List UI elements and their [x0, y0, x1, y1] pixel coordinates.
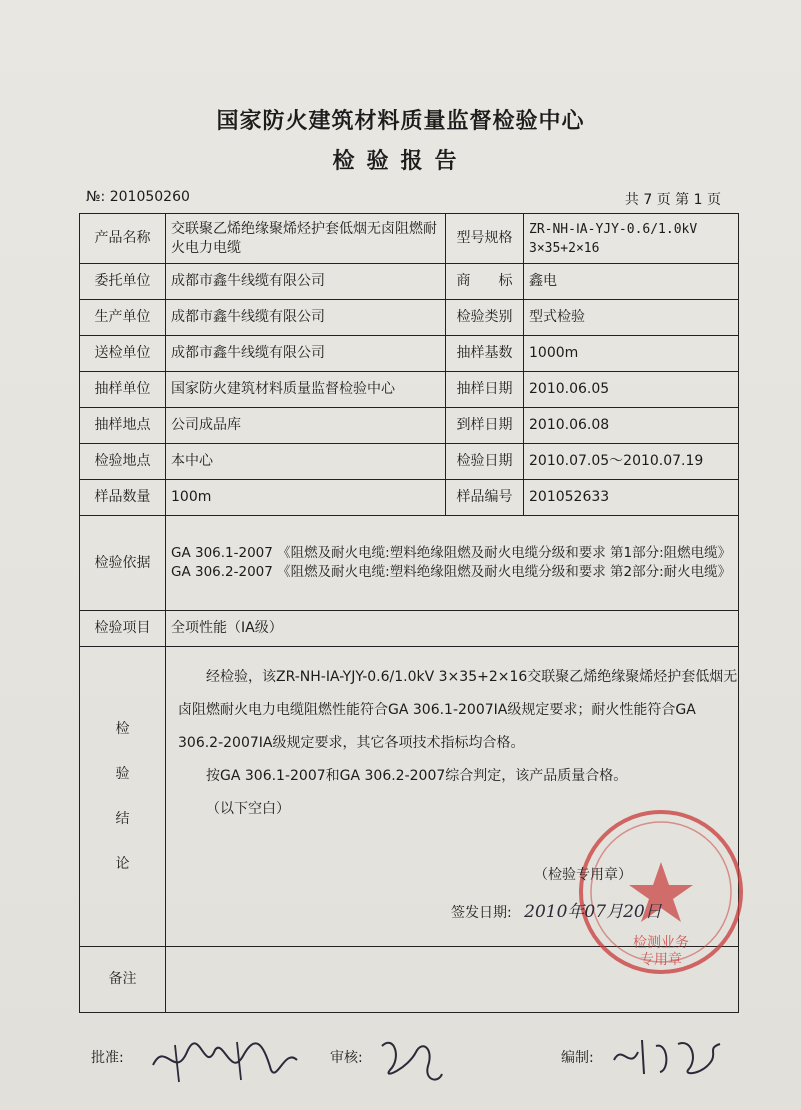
label-basis: 检验依据	[80, 516, 166, 611]
label-model: 型号规格	[446, 214, 524, 264]
compiler-signature-icon	[608, 1030, 728, 1085]
value-test-type: 型式检验	[524, 300, 739, 336]
value-product-name: 交联聚乙烯绝缘聚烯烃护套低烟无卤阻燃耐火电力电缆	[166, 214, 446, 264]
reviewer-signature-icon	[372, 1028, 447, 1090]
label-sampling-date: 抽样日期	[446, 372, 524, 408]
label-remarks: 备注	[80, 947, 166, 1013]
value-client: 成都市鑫牛线缆有限公司	[166, 264, 446, 300]
value-submitter: 成都市鑫牛线缆有限公司	[166, 336, 446, 372]
report-number: №: 201050260	[86, 189, 190, 205]
issue-date: 签发日期: 2010年07月20日	[451, 902, 662, 922]
label-manufacturer: 生产单位	[80, 300, 166, 336]
label-sampler: 抽样单位	[80, 372, 166, 408]
stamp-label: （检验专用章）	[534, 867, 632, 883]
value-test-items: 全项性能（ⅠA级）	[166, 611, 739, 647]
page-info: 共 7 页 第 1 页	[624, 192, 721, 208]
label-arrival-date: 到样日期	[446, 408, 524, 444]
basis-standard-2: GA 306.2-2007 《阻燃及耐火电缆:塑料绝缘阻燃及耐火电缆分级和要求 第2部分:耐火电缆》	[171, 564, 732, 580]
label-sample-no: 样品编号	[446, 480, 524, 516]
compile-label: 编制:	[561, 1050, 594, 1066]
basis-standard-1: GA 306.1-2007 《阻燃及耐火电缆:塑料绝缘阻燃及耐火电缆分级和要求 第1部分:阻燃电缆》	[171, 545, 732, 561]
value-arrival-date: 2010.06.08	[524, 408, 739, 444]
value-sampler: 国家防火建筑材料质量监督检验中心	[166, 372, 446, 408]
label-test-type: 检验类别	[446, 300, 524, 336]
label-product-name: 产品名称	[80, 214, 166, 264]
value-trademark: 鑫电	[524, 264, 739, 300]
document-title: 检验报告	[332, 149, 469, 174]
value-test-date: 2010.07.05～2010.07.19	[524, 444, 739, 480]
institution-title: 国家防火建筑材料质量监督检验中心	[216, 109, 585, 134]
value-sampling-place: 公司成品库	[166, 408, 446, 444]
report-form-table	[79, 213, 739, 1013]
approver-signature-icon	[145, 1030, 305, 1090]
label-client: 委托单位	[80, 264, 166, 300]
approve-label: 批准:	[91, 1050, 124, 1066]
review-label: 审核:	[330, 1050, 363, 1066]
label-sample-qty: 样品数量	[80, 480, 166, 516]
conclusion-label: 检 验 结 论	[80, 647, 166, 947]
value-manufacturer: 成都市鑫牛线缆有限公司	[166, 300, 446, 336]
conclusion-body	[166, 647, 739, 968]
label-trademark: 商 标	[446, 264, 524, 300]
svg-text:专用章: 专用章	[640, 952, 682, 968]
value-sample-no: 201052633	[524, 480, 739, 516]
value-sampling-date: 2010.06.05	[524, 372, 739, 408]
label-test-items: 检验项目	[80, 611, 166, 647]
label-submitter: 送检单位	[80, 336, 166, 372]
value-sample-base: 1000m	[524, 336, 739, 372]
label-sample-base: 抽样基数	[446, 336, 524, 372]
value-model: ZR-NH-ⅠA-YJY-0.6/1.0kV 3×35+2×16	[524, 214, 739, 264]
issue-date-handwritten: 2010年07月20日	[524, 902, 662, 922]
label-test-date: 检验日期	[446, 444, 524, 480]
value-sample-qty: 100m	[166, 480, 446, 516]
conclusion-blank-note: （以下空白）	[206, 801, 290, 817]
label-test-place: 检验地点	[80, 444, 166, 480]
value-test-place: 本中心	[166, 444, 446, 480]
conclusion-paragraph-2: 按GA 306.1-2007和GA 306.2-2007综合判定，该产品质量合格。	[206, 768, 628, 784]
label-sampling-place: 抽样地点	[80, 408, 166, 444]
official-seal-icon	[576, 807, 746, 977]
conclusion-paragraph-1: 经检验，该ZR-NH-ⅠA-YJY-0.6/1.0kV 3×35+2×16交联聚乙烯绝缘聚烯烃护套低烟无卤阻燃耐火电力电缆阻燃性能符合GA 306.1-2007ⅠA级规定要求；耐火性能符合GA 306.2-2007ⅠA级规定要求，其它各项技术指标均合格。	[178, 669, 738, 751]
svg-text:检测业务: 检测业务	[633, 935, 689, 951]
